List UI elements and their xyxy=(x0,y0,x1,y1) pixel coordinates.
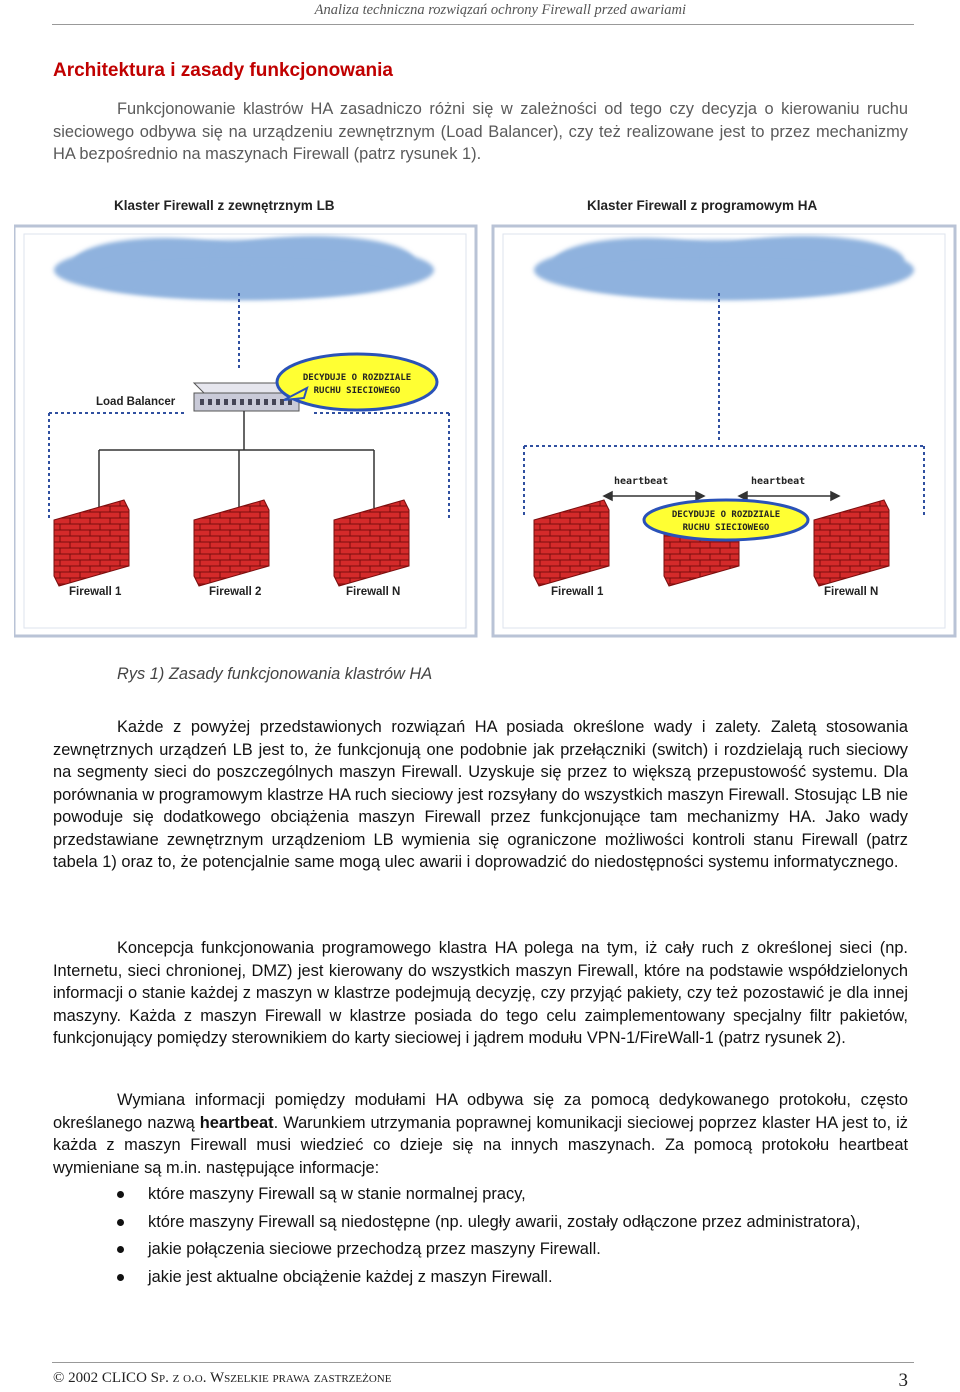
right-bubble-line2: RUCHU SIECIOWEGO xyxy=(682,523,770,533)
intro-text: Funkcjonowanie klastrów HA zasadniczo różni się w zależności od tego czy decyzja o kierowaniu ruchu sieciowego odbywa się na urządzeniu zewnętrznym (Load Balancer), czy też realizowane jest to przez mechanizmy HA bezpośrednio na maszynach Firewall (patrz rysunek 1). xyxy=(53,100,908,163)
right-panel xyxy=(493,198,955,636)
right-panel-title: Klaster Firewall z programowym HA xyxy=(587,198,818,213)
list-item: jakie połączenia sieciowe przechodzą przez maszyny Firewall. xyxy=(148,1238,908,1261)
left-bubble-line1: DECYDUJE O ROZDZIALE xyxy=(302,373,412,383)
bullet-icon xyxy=(117,1274,124,1281)
right-firewall-n-label: Firewall N xyxy=(824,586,879,598)
paragraph-heartbeat xyxy=(53,1089,908,1179)
right-firewall-1-label: Firewall 1 xyxy=(551,586,604,598)
left-bubble-line2: RUCHU SIECIOWEGO xyxy=(313,386,401,396)
left-cloud xyxy=(54,236,434,300)
footer-rule xyxy=(52,1362,914,1363)
left-firewall-n-label: Firewall N xyxy=(346,586,401,598)
left-panel xyxy=(14,198,476,636)
heartbeat-left-label: heartbeat xyxy=(614,476,669,487)
header-rule xyxy=(52,24,914,25)
right-decision-bubble xyxy=(644,500,808,540)
paragraph-software-ha xyxy=(53,937,908,1050)
left-decision-bubble xyxy=(277,354,437,410)
figure-caption: Rys 1) Zasady funkcjonowania klastrów HA xyxy=(117,665,433,683)
right-cloud xyxy=(534,236,914,300)
bullet-icon xyxy=(117,1246,124,1253)
right-bubble-line1: DECYDUJE O ROZDZIALE xyxy=(671,510,781,520)
paragraph-heartbeat-text-b: . Warunkiem utrzymania poprawnej komunikacji sieciowej poprzez klaster HA jest to, iż każda z maszyn Firewall musi wiedzieć co dzieje się na innych maszynach. Za pomocą protokołu heartbeat wymieniane są m.in. następujące informacje: xyxy=(53,1113,908,1177)
section-title: Architektura i zasady funkcjonowania xyxy=(53,60,393,81)
left-panel-title: Klaster Firewall z zewnętrznym LB xyxy=(114,198,335,213)
list-item: które maszyny Firewall są w stanie normalnej pracy, xyxy=(148,1183,908,1206)
heartbeat-term: heartbeat xyxy=(199,1113,274,1132)
paragraph-software-ha-text: Koncepcja funkcjonowania programowego klastra HA polega na tym, iż cały ruch z określonej sieci (np. Internetu, sieci chronionej, DMZ) jest kierowany do wszystkich maszyn Firewall, które na podstawie współdzielonych informacji o stanie każdej z maszyn w klastrze podejmują decyzję, czy przyjąć pakiety, czy też pozostawić je dla innej maszyny. Każda z maszyn Firewall w klastrze posiada do tego celu zaimplementowany specjalny filtr pakietów, funkcjonujący pomiędzy sterownikiem do karty sieciowej i jądrem modułu VPN-1/FireWall-1 (patrz rysunek 2). xyxy=(53,939,908,1047)
figure-svg xyxy=(14,188,959,638)
figure-ha-clusters xyxy=(14,188,959,638)
bullet-icon xyxy=(117,1191,124,1198)
page-number: 3 xyxy=(898,1370,908,1391)
paragraph-pros-cons xyxy=(53,716,908,874)
bullet-icon xyxy=(117,1219,124,1226)
left-firewall-1-label: Firewall 1 xyxy=(69,586,122,598)
running-header: Analiza techniczna rozwiązań ochrony Firewall przed awariami xyxy=(314,2,686,18)
heartbeat-right-label: heartbeat xyxy=(751,476,806,487)
list-item: jakie jest aktualne obciążenie każdej z maszyn Firewall. xyxy=(148,1266,908,1289)
footer-copyright: © 2002 CLICO Sp. z o.o. Wszelkie prawa zastrzeżone xyxy=(53,1370,392,1386)
paragraph-pros-cons-text: Każde z powyżej przedstawionych rozwiązań HA posiada określone wady i zalety. Zaletą stosowania zewnętrznych urządzeń LB jest to, że funkcjonują one podobnie jak przełączniki (switch) i rozdzielają ruch sieciowy na segmenty sieci do poszczególnych maszyn Firewall. Uzyskuje się przez to większą przepustowość systemu. Dla porównania w programowym klastrze HA ruch sieciowy jest rozsyłany do wszystkich maszyn Firewall. Stosując LB nie powoduje się dodatkowego obciążenia maszyn Firewall przez funkcjonujące tam mechanizmy HA. Jako wady przedstawiane zewnętrznym urządzeniom LB wymienia się ograniczone możliwości kontroli stanu Firewall (patrz tabela 1) oraz to, że potencjalnie same mogą ulec awarii i doprowadzić do niedostępności systemu informatycznego. xyxy=(53,718,908,871)
heartbeat-info-list xyxy=(0,1183,861,1293)
load-balancer-label: Load Balancer xyxy=(96,396,176,408)
paragraph-heartbeat-text-a: Wymiana informacji pomiędzy modułami HA odbywa się za pomocą dedykowanego protokołu, często określanego nazwą xyxy=(53,1091,908,1132)
intro-paragraph xyxy=(53,98,908,166)
left-firewall-2-label: Firewall 2 xyxy=(209,586,262,598)
list-item: które maszyny Firewall są niedostępne (np. uległy awarii, zostały odłączone przez administratora), xyxy=(148,1211,908,1234)
